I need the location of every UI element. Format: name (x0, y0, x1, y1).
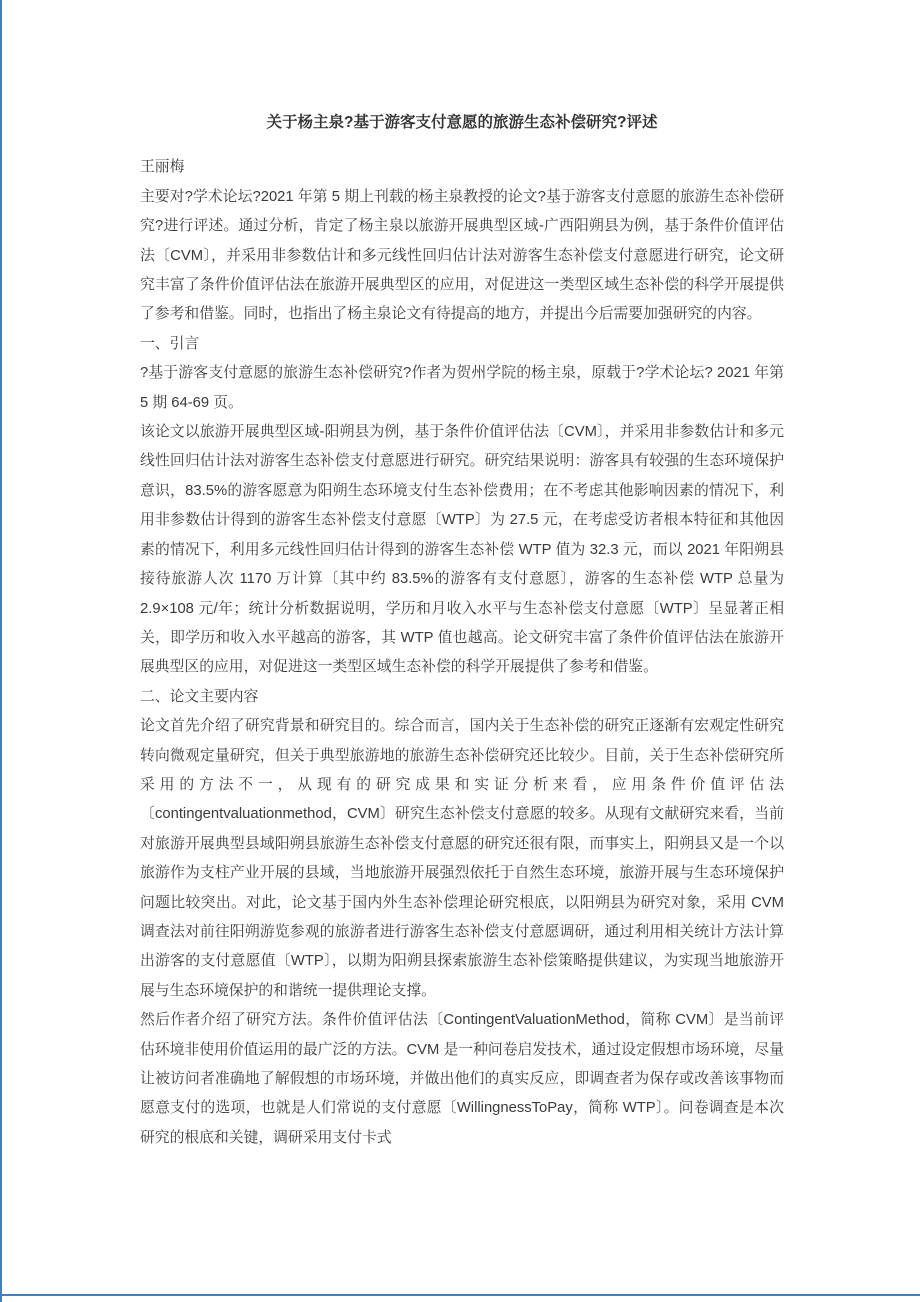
section-heading-main-content: 二、论文主要内容 (140, 688, 259, 705)
paragraph-research-method: 然后作者介绍了研究方法。条件价值评估法〔ContingentValuationMethod，简称 CVM〕是当前评估环境非使用价值运用的最广泛的方法。CVM 是一种问卷启发技术，通过设定假想市场环境，尽量让被访问者准确地了解假想的市场环境，并做出他们的真实反应，即调查者为保存或改善该事物而愿意支付的选项，也就是人们常说的支付意愿〔WillingnessToPay，简称 WTP〕。问卷调查是本次研究的根底和关键，调研采用支付卡式 (140, 1012, 784, 1146)
page-left-border-line (0, 0, 2, 1302)
document-content (140, 108, 784, 1153)
section-heading-introduction: 一、引言 (140, 335, 200, 352)
abstract-paragraph: 主要对?学术论坛?2021 年第 5 期上刊载的杨主泉教授的论文?基于游客支付意愿的旅游生态补偿研究?进行评述。通过分析，肯定了杨主泉以旅游开展典型区域-广西阳朔县为例，基于条件价值评估法〔CVM〕，并采用非参数估计和多元线性回归估计法对游客生态补偿支付意愿进行研究，论文研究丰富了条件价值评估法在旅游开展典型区的应用，对促进这一类型区域生态补偿的科学开展提供了参考和借鉴。同时，也指出了杨主泉论文有待提高的地方，并提出今后需要加强研究的内容。 (140, 188, 784, 323)
paragraph-research-background: 论文首先介绍了研究背景和研究目的。综合而言，国内关于生态补偿的研究正逐渐有宏观定性研究转向微观定量研究，但关于典型旅游地的旅游生态补偿研究还比较少。目前，关于生态补偿研究所采用的方法不一，从现有的研究成果和实证分析来看，应用条件价值评估法〔contingentvaluationmethod，CVM〕研究生态补偿支付意愿的较多。从现有文献研究来看，当前对旅游开展典型县域阳朔县旅游生态补偿支付意愿的研究还很有限，而事实上，阳朔县又是一个以旅游作为支柱产业开展的县域，当地旅游开展强烈依托于自然生态环境，旅游开展与生态环境保护问题比较突出。对此，论文基于国内外生态补偿理论研究根底，以阳朔县为研究对象，采用 CVM 调查法对前往阳朔游览参观的旅游者进行游客生态补偿支付意愿调研，通过利用相关统计方法计算出游客的支付意愿值〔WTP〕，以期为阳朔县探索旅游生态补偿策略提供建议，为实现当地旅游开展与生态环境保护的和谐统一提供理论支撑。 (140, 718, 784, 999)
author-name: 王丽梅 (140, 159, 185, 176)
page-bottom-border-line (0, 1294, 920, 1296)
document-title: 关于杨主泉?基于游客支付意愿的旅游生态补偿研究?评述 (266, 114, 658, 131)
paragraph-study-summary: 该论文以旅游开展典型区域-阳朔县为例，基于条件价值评估法〔CVM〕，并采用非参数估计和多元线性回归估计法对游客生态补偿支付意愿进行研究。研究结果说明：游客具有较强的生态环境保护意识，83.5%的游客愿意为阳朔生态环境支付生态补偿费用；在不考虑其他影响因素的情况下，利用非参数估计得到的游客生态补偿支付意愿〔WTP〕为 27.5 元，在考虑受访者根本特征和其他因素的情况下，利用多元线性回归估计得到的游客生态补偿 WTP 值为 32.3 元，而以 2021 年阳朔县接待旅游人次 1170 万计算〔其中约 83.5%的游客有支付意愿〕，游客的生态补偿 WTP 总量为 2.9×108 元/年；统计分析数据说明，学历和月收入水平与生态补偿支付意愿〔WTP〕呈显著正相关，即学历和收入水平越高的游客，其 WTP 值也越高。论文研究丰富了条件价值评估法在旅游开展典型区的应用，对促进这一类型区域生态补偿的科学开展提供了参考和借鉴。 (140, 424, 784, 676)
paragraph-source-info: ?基于游客支付意愿的旅游生态补偿研究?作者为贺州学院的杨主泉，原载于?学术论坛? 2021 年第 5 期 64-69 页。 (140, 365, 784, 411)
